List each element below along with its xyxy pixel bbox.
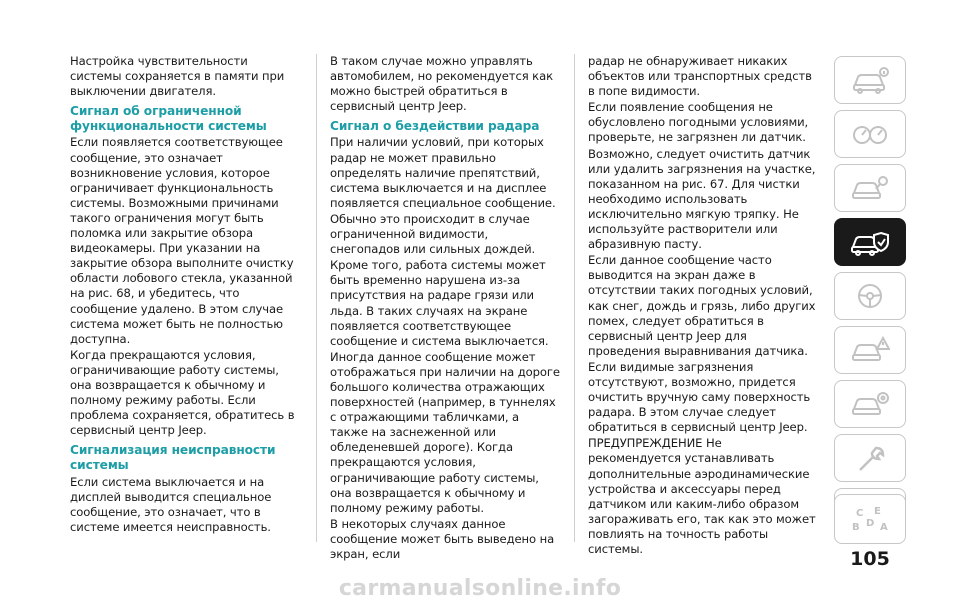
- paragraph: Если данное сообщение часто выводится на экран даже в отсутствии таких погодных условий, как снег, дождь и грязь, либо других помех, следует обратиться в сервисный центр Jeep для проведения выравнивания датчика.: [588, 253, 816, 358]
- paragraph: Кроме того, работа системы может быть временно нарушена из-за присутствия на радаре грязи или льда. В таких случаях на экране появляется соответствующее сообщение и система выключается.: [330, 258, 549, 348]
- column-divider: [574, 54, 575, 542]
- text-column-3: [588, 54, 818, 558]
- paragraph: Настройка чувствительности системы сохраняется в памяти при выключении двигателя.: [70, 54, 285, 99]
- paragraph: Когда прекращаются условия, ограничивающие работу системы, она возвращается к обычному и полному режиму работы. Если проблема сохраняется, обратитесь в сервисный центр Jeep.: [70, 347, 295, 438]
- chapter-tab-keys[interactable]: [834, 164, 906, 212]
- paragraph: Если система выключается и на дисплей выводится специальное сообщение, это означает, что в системе имеется неисправность.: [70, 474, 272, 534]
- chapter-tab-warnings[interactable]: [834, 326, 906, 374]
- car-key-icon: [850, 173, 890, 203]
- car-safety-icon: [850, 227, 890, 257]
- chapter-sidebar: [834, 56, 906, 544]
- page-number: 105: [850, 548, 890, 570]
- paragraph: При наличии условий, при которых радар не может правильно определять наличие препятствий, система выключается и на дисплее появляется специальное сообщение.: [330, 135, 556, 210]
- paragraph: Иногда данное сообщение может отображаться при наличии на дороге большого количества отражающих поверхностей (например, в туннелях с отражающими табличками, а также на заснеженной или обледеневшей дороге). Когда прекращаются условия, ограничивающие работу системы, она возвращается к обычному и полному режиму работы.: [330, 349, 560, 515]
- paragraph: В таком случае можно управлять автомобилем, но рекомендуется как можно быстрей обратиться в сервисный центр Jeep.: [330, 54, 553, 114]
- paragraph: Возможно, следует очистить датчик или удалить загрязнения на участке, показанном на рис. 67. Для чистки необходимо использовать исключительно мягкую тряпку. Не используйте растворители или абразивную пасту.: [588, 146, 816, 252]
- index-letter: A: [880, 522, 888, 533]
- watermark: carmanualsonline.info: [338, 576, 622, 601]
- index-letter: C: [856, 508, 864, 519]
- text-column-1: [70, 54, 300, 536]
- column-divider: [316, 54, 317, 542]
- chapter-tab-service[interactable]: [834, 380, 906, 428]
- section-heading: Сигнализация неисправности системы: [70, 443, 276, 473]
- index-letter: D: [866, 518, 875, 529]
- dashboard-icon: [850, 119, 890, 149]
- chapter-tab-car-info[interactable]: [834, 56, 906, 104]
- chapter-tab-safety[interactable]: [834, 218, 906, 266]
- index-letter: B: [852, 522, 860, 533]
- paragraph: Если видимые загрязнения отсутствуют, возможно, придется очистить вручную саму поверхность радара. В этом случае следует обратиться в сервисный центр Jeep.: [588, 359, 811, 435]
- section-heading: Сигнал об ограниченной функциональности системы: [70, 104, 267, 134]
- index-letter: E: [874, 506, 881, 517]
- steering-wheel-icon: [850, 281, 890, 311]
- paragraph: Если появление сообщения не обусловлено погодными условиями, проверьте, не загрязнен ли датчик.: [588, 100, 809, 145]
- alphabet-index-icon: [850, 504, 890, 534]
- paragraph: радар не обнаруживает никаких объектов или транспортных средств в попе видимости.: [588, 54, 812, 99]
- paragraph: ПРЕДУПРЕЖДЕНИЕ Не рекомендуется устанавливать дополнительные аэродинамические устройства и аксессуары перед датчиком или каким-либо образом загораживать его, так как это может повлиять на точность работы системы.: [588, 436, 816, 556]
- chapter-tab-driving[interactable]: [834, 272, 906, 320]
- chapter-tab-maintenance[interactable]: [834, 434, 906, 482]
- paragraph: Обычно это происходит в случае ограниченной видимости, снегопадов или сильных дождей.: [330, 211, 536, 257]
- car-warning-icon: [850, 335, 890, 365]
- wrench-icon: [850, 443, 890, 473]
- car-service-icon: [850, 389, 890, 419]
- paragraph: В некоторых случаях данное сообщение может быть выведено на экран, если: [330, 516, 555, 561]
- car-info-icon: [850, 65, 890, 95]
- text-column-2: [330, 54, 560, 563]
- paragraph: Если появляется соответствующее сообщение, это означает возникновение условия, которое ограничивает функциональность системы. Возможными причинами такого ограничения могут быть поломка или закрытие обзора видеокамеры. При указании на закрытие обзора выполните очистку области лобового стекла, указанной на рис. 68, и убедитесь, что сообщение удалено. В этом случае система может быть не полностью доступна.: [70, 135, 294, 346]
- section-heading: Сигнал о бездействии радара: [330, 119, 540, 134]
- chapter-tab-index[interactable]: [834, 494, 906, 544]
- chapter-tab-dashboard[interactable]: [834, 110, 906, 158]
